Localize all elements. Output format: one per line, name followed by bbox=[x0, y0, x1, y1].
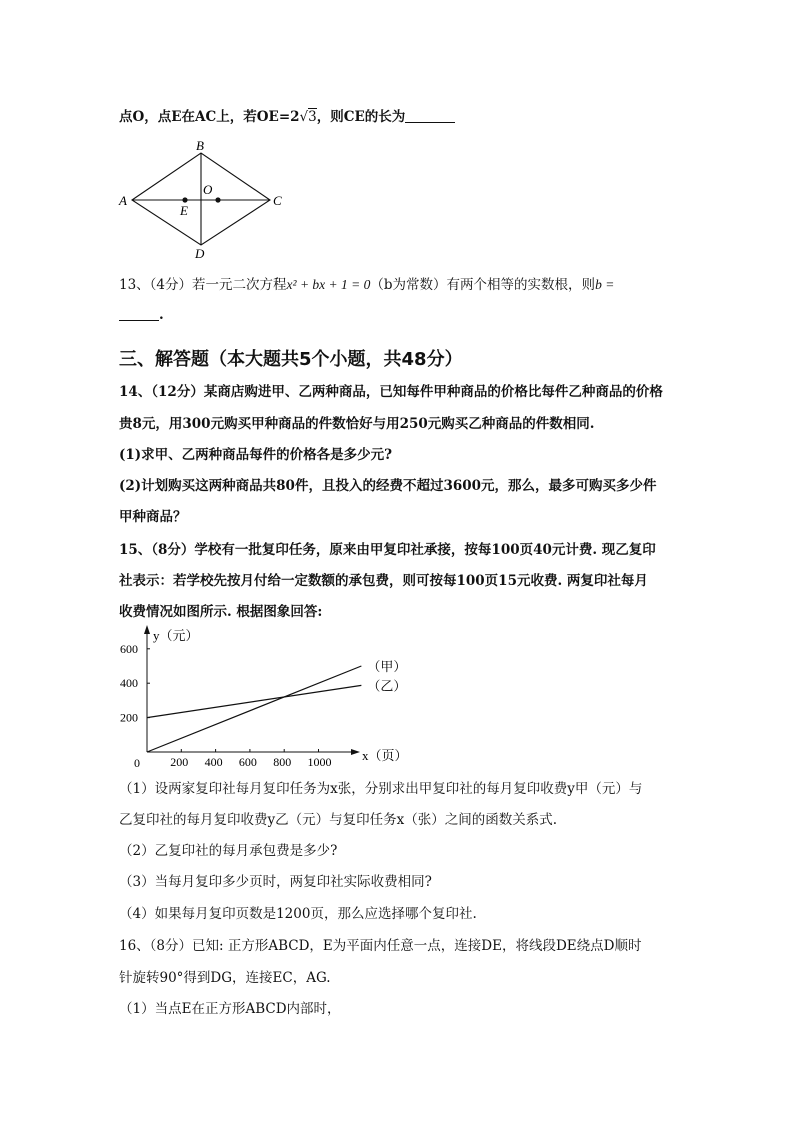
sqrt-symbol: √ bbox=[299, 109, 309, 125]
q14-line-5: 甲种商品？ bbox=[119, 509, 187, 525]
series-yi-line bbox=[147, 685, 361, 717]
origin-label: 0 bbox=[134, 756, 140, 770]
q14-line-3: (1)求甲、乙两种商品每件的价格各是多少元? bbox=[119, 447, 393, 463]
y-axis-label: y（元） bbox=[153, 628, 199, 643]
x-axis-label: x（页） bbox=[362, 748, 408, 763]
q16-line-3: （1）当点E在正方形ABCD内部时， bbox=[119, 1001, 341, 1017]
x-tick-label: 600 bbox=[238, 755, 257, 769]
q14-line-1: 14、（12分）某商店购进甲、乙两种商品，已知每件甲种商品的价格比每件乙种商品的价格 bbox=[119, 384, 663, 400]
x-axis-arrow bbox=[351, 749, 360, 755]
q12-tail-text: 点O，点E在AC上，若OE=2 bbox=[119, 109, 300, 125]
rhombus-figure bbox=[115, 138, 295, 260]
sqrt-arg: 3 bbox=[308, 109, 317, 125]
q15-sub2: （2）乙复印社的每月承包费是多少? bbox=[119, 843, 338, 859]
y-tick-label: 400 bbox=[120, 676, 138, 691]
q14-line-2: 贵8元，用300元购买甲种商品的件数恰好与用250元购买乙种商品的件数相同. bbox=[119, 416, 595, 432]
x-tick-label: 200 bbox=[170, 755, 189, 769]
q13-answer-line bbox=[119, 306, 164, 324]
series-jia-line bbox=[147, 666, 361, 752]
x-tick-label: 1000 bbox=[307, 755, 332, 769]
q13-prefix: 13、（4分）若一元二次方程 bbox=[119, 277, 287, 293]
q13-middle: （b为常数）有两个相等的实数根，则 bbox=[370, 277, 596, 293]
label-b: B bbox=[196, 138, 204, 153]
label-a: A bbox=[119, 193, 127, 208]
q12-tail-after: ，则CE的长为 bbox=[316, 109, 406, 125]
y-tick-label: 600 bbox=[120, 641, 138, 656]
q15-sub1-line-a: （1）设两家复印社每月复印任务为x张，分别求出甲复印社的每月复印收费y甲（元）与 bbox=[119, 781, 643, 797]
q15-line-2: 社表示：若学校先按月付给一定数额的承包费，则可按每100页15元收费. 两复印社每月 bbox=[119, 573, 648, 589]
q13-answer-blank bbox=[119, 306, 159, 321]
q13-suffix: b = bbox=[595, 277, 615, 292]
y-axis-arrow bbox=[144, 625, 150, 634]
series-group bbox=[147, 659, 406, 752]
point-o-dot bbox=[215, 197, 220, 202]
label-o: O bbox=[203, 182, 213, 197]
q16-line-1: 16、（8分）已知: 正方形ABCD，E为平面内任意一点，连接DE，将线段DE绕点D顺时 bbox=[119, 938, 642, 954]
q15-line-3: 收费情况如图所示. 根据图象回答: bbox=[119, 604, 323, 620]
legend-yi: （乙） bbox=[367, 678, 407, 694]
section-3-title: 三、解答题（本大题共5个小题，共48分） bbox=[119, 349, 463, 370]
q16-line-2: 针旋转90°得到DG，连接EC，AG. bbox=[119, 970, 331, 986]
q12-tail-line bbox=[119, 108, 455, 126]
q15-sub1-line-b: 乙复印社的每月复印收费y乙（元）与复印任务x（张）之间的函数关系式. bbox=[119, 812, 558, 828]
legend-jia: （甲） bbox=[367, 659, 407, 674]
y-tick-label: 200 bbox=[120, 710, 138, 725]
x-tick-label: 800 bbox=[273, 755, 292, 769]
point-e bbox=[182, 197, 187, 202]
q15-sub4: （4）如果每月复印页数是1200页，那么应选择哪个复印社. bbox=[119, 906, 477, 922]
label-e: E bbox=[180, 203, 188, 218]
x-tick-label: 400 bbox=[204, 755, 223, 769]
q13-line bbox=[119, 276, 614, 294]
q15-graph bbox=[110, 622, 430, 772]
q13-end: . bbox=[159, 307, 164, 323]
q13-equation: x² + bx + 1 = 0 bbox=[286, 277, 371, 292]
q14-line-4: (2)计划购买这两种商品共80件，且投入的经费不超过3600元，那么，最多可购买多少件 bbox=[119, 478, 657, 494]
label-c: C bbox=[273, 193, 282, 208]
q12-answer-blank bbox=[405, 108, 455, 123]
q15-sub3: （3）当每月复印多少页时，两复印社实际收费相同? bbox=[119, 874, 432, 890]
q15-line-1: 15、（8分）学校有一批复印任务，原来由甲复印社承接，按每100页40元计费. 现乙复印 bbox=[119, 542, 656, 558]
label-d: D bbox=[195, 246, 205, 261]
